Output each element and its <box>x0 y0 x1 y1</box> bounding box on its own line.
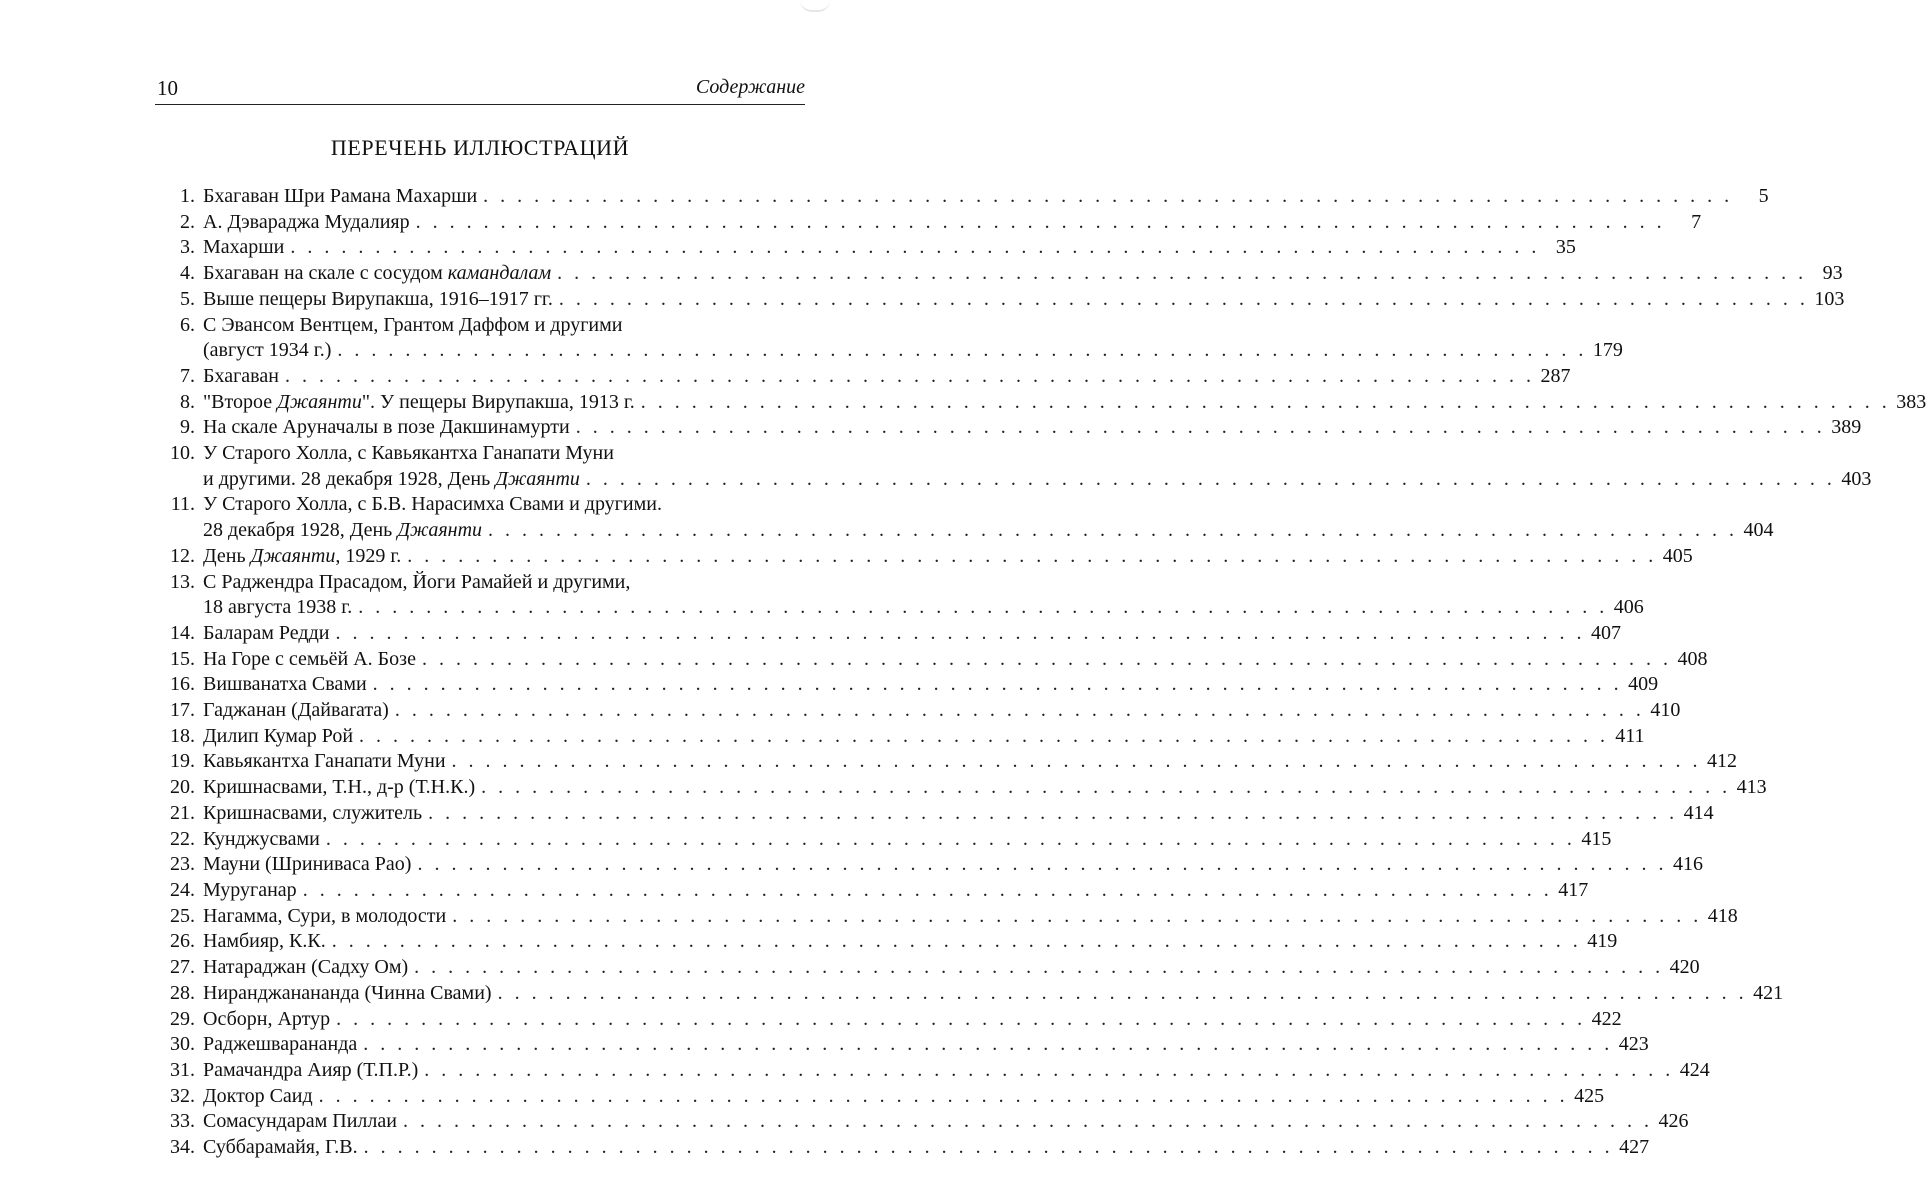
item-body <box>203 981 1783 1007</box>
item-title-text: Бхагаван <box>203 364 279 387</box>
item-number: 34. <box>170 1136 195 1159</box>
item-title-text: Суббарамайя, Г.В. <box>203 1136 358 1159</box>
item-page-number: 103 <box>1814 287 1845 310</box>
dot-leader <box>452 749 1702 775</box>
item-title-text: , 1929 г. <box>335 544 402 567</box>
item-body <box>203 210 1701 236</box>
dot-leader <box>483 184 1733 210</box>
item-title <box>203 390 635 416</box>
item-title-text: Осборн, Артур <box>203 1007 331 1030</box>
list-item <box>155 1032 1649 1058</box>
item-title-text: и другими. 28 декабря 1928, День <box>203 467 496 490</box>
item-title <box>203 929 326 955</box>
item-title <box>203 647 416 673</box>
list-item <box>155 1109 1689 1135</box>
dot-leader <box>337 338 1587 364</box>
item-row <box>203 415 1861 441</box>
item-title-text: Баларам Редди <box>203 621 330 644</box>
list-item <box>155 698 1681 724</box>
item-page-number: 417 <box>1558 878 1589 901</box>
item-row <box>203 775 1767 801</box>
item-title <box>203 415 570 441</box>
item-title-text: Кришнасвами, служитель <box>203 801 423 824</box>
item-title-text: Махарши <box>203 236 285 259</box>
item-row <box>203 338 1623 364</box>
item-page-number: 423 <box>1618 1033 1649 1056</box>
item-title <box>203 235 284 261</box>
list-item <box>155 492 1774 543</box>
item-title-text: Раджешварананда <box>203 1033 358 1056</box>
item-number: 14. <box>170 621 195 644</box>
item-row <box>203 261 1843 287</box>
item-body <box>203 775 1767 801</box>
item-row <box>203 981 1783 1007</box>
item-title <box>203 724 353 750</box>
dot-leader <box>498 981 1748 1007</box>
item-title <box>203 672 367 698</box>
item-number: 28. <box>170 981 195 1004</box>
item-title <box>203 1109 397 1135</box>
dot-leader <box>336 1007 1586 1033</box>
dot-leader <box>363 1032 1613 1058</box>
item-title <box>203 1032 357 1058</box>
item-title-text: Сомасундарам Пиллаи <box>203 1110 397 1133</box>
dot-leader <box>422 647 1672 673</box>
item-number: 9. <box>180 416 195 439</box>
dot-leader <box>332 929 1582 955</box>
item-number: 17. <box>170 699 195 722</box>
item-body <box>203 827 1611 853</box>
item-row <box>203 1135 1649 1161</box>
item-title-italic: Джаянти <box>397 519 483 542</box>
item-row <box>203 878 1588 904</box>
list-item <box>155 1058 1710 1084</box>
dot-leader <box>335 621 1585 647</box>
item-title <box>203 801 422 827</box>
item-title <box>203 827 320 853</box>
item-title <box>203 775 475 801</box>
item-page-number: 287 <box>1540 364 1571 387</box>
list-item <box>155 184 1769 210</box>
list-item <box>155 287 1845 313</box>
item-page-number: 421 <box>1753 981 1784 1004</box>
item-page-number: 409 <box>1628 673 1659 696</box>
item-body <box>203 724 1645 750</box>
item-row <box>203 467 1871 493</box>
item-title <box>203 467 580 493</box>
item-number: 2. <box>180 210 195 233</box>
dot-leader <box>557 261 1807 287</box>
item-body <box>203 390 1926 416</box>
item-row <box>203 595 1644 621</box>
item-title-text: Намбияр, К.К. <box>203 930 326 953</box>
dot-leader <box>424 1058 1674 1084</box>
item-row <box>203 1007 1622 1033</box>
item-body <box>203 235 1576 261</box>
item-title-text: Ниранджанананда (Чинна Свами) <box>203 981 492 1004</box>
list-item <box>155 852 1703 878</box>
item-title-text: Кришнасвами, Т.Н., д-р (Т.Н.К.) <box>203 776 476 799</box>
item-number: 21. <box>170 801 195 824</box>
dot-leader <box>364 1135 1614 1161</box>
item-page-number: 404 <box>1743 519 1774 542</box>
item-number: 3. <box>180 236 195 259</box>
list-item <box>155 775 1767 801</box>
list-item <box>155 929 1618 955</box>
list-item <box>155 313 1623 364</box>
list-item <box>155 672 1659 698</box>
item-number: 12. <box>170 544 195 567</box>
item-title-text: Кунджусвами <box>203 827 320 850</box>
item-row <box>203 955 1700 981</box>
item-body <box>203 184 1769 210</box>
item-title-italic: Джаянти <box>495 467 580 490</box>
item-title <box>203 1084 313 1110</box>
item-row <box>203 390 1926 416</box>
item-title-line: С Эвансом Вентцем, Грантом Даффом и другими <box>203 313 623 336</box>
item-page-number: 422 <box>1591 1007 1622 1030</box>
item-row <box>203 904 1738 930</box>
item-title-italic: Джаянти <box>250 544 336 567</box>
item-title <box>203 904 446 930</box>
list-item <box>155 1084 1605 1110</box>
dot-leader <box>452 904 1702 930</box>
item-title-text: (август 1934 г.) <box>203 339 332 362</box>
item-body <box>203 441 1871 492</box>
item-row <box>203 827 1611 853</box>
dot-leader <box>481 775 1731 801</box>
list-item <box>155 904 1738 930</box>
item-number: 30. <box>170 1033 195 1056</box>
item-row <box>203 1058 1710 1084</box>
item-row <box>203 210 1701 236</box>
dot-leader <box>326 827 1576 853</box>
item-number: 31. <box>170 1058 195 1081</box>
dot-leader <box>319 1084 1569 1110</box>
item-title <box>203 852 411 878</box>
item-body <box>203 1109 1688 1135</box>
item-row <box>203 647 1707 673</box>
list-item <box>155 364 1571 390</box>
item-title-line: У Старого Холла, с Кавьякантха Ганапати Муни <box>203 442 614 465</box>
section-heading: ПЕРЕЧЕНЬ ИЛЛЮСТРАЦИЙ <box>330 135 630 160</box>
dot-leader <box>417 852 1667 878</box>
item-number: 8. <box>180 390 195 413</box>
page-number: 10 <box>157 76 178 100</box>
page-corner-mark <box>800 0 830 12</box>
item-row <box>203 698 1680 724</box>
running-title: Содержание <box>695 76 805 98</box>
item-body <box>203 878 1588 904</box>
item-body <box>203 647 1707 673</box>
item-title-text: Мауни (Шринивасa Рао) <box>203 853 412 876</box>
item-page-number: 413 <box>1736 776 1767 799</box>
dot-leader <box>290 235 1540 261</box>
running-header <box>155 76 805 105</box>
item-title <box>203 287 553 313</box>
item-title <box>203 1135 358 1161</box>
item-page-number: 5 <box>1758 185 1769 207</box>
dot-leader <box>359 724 1609 750</box>
dot-leader <box>641 390 1891 416</box>
illustrations-list <box>155 184 1926 1161</box>
dot-leader <box>576 415 1826 441</box>
dot-leader <box>285 364 1535 390</box>
item-body <box>203 492 1774 543</box>
item-page-number: 403 <box>1841 467 1872 490</box>
item-page-number: 424 <box>1679 1058 1710 1081</box>
item-body <box>203 313 1623 364</box>
item-page-number: 420 <box>1669 956 1700 979</box>
item-row <box>203 544 1693 570</box>
item-title-text: Бхагаван на скале с сосудом <box>203 262 448 285</box>
item-title-text: Нагамма, Сури, в молодости <box>203 904 447 927</box>
item-body <box>203 852 1703 878</box>
item-page-number: 414 <box>1683 801 1714 824</box>
item-title-text: ". У пещеры Вирупакша, 1913 г. <box>361 390 635 413</box>
item-body <box>203 698 1680 724</box>
item-body <box>203 1007 1622 1033</box>
list-item <box>155 235 1576 261</box>
list-item <box>155 415 1862 441</box>
item-number: 16. <box>170 673 195 696</box>
item-title <box>203 544 401 570</box>
item-row <box>203 1109 1688 1135</box>
item-body <box>203 749 1737 775</box>
item-body <box>203 955 1700 981</box>
list-item <box>155 1007 1622 1033</box>
item-page-number: 35 <box>1555 236 1576 259</box>
item-number: 22. <box>170 827 195 850</box>
item-page-number: 411 <box>1615 724 1645 747</box>
item-number: 20. <box>170 776 195 799</box>
item-body <box>203 415 1861 441</box>
item-body <box>203 801 1714 827</box>
item-title <box>203 981 492 1007</box>
item-page-number: 418 <box>1707 904 1738 927</box>
item-number: 6. <box>180 313 195 336</box>
item-page-number: 419 <box>1587 930 1618 953</box>
item-page-number: 426 <box>1658 1110 1689 1133</box>
item-number: 11. <box>170 493 195 516</box>
list-item <box>155 544 1693 570</box>
item-title-italic: камандалам <box>447 262 552 285</box>
list-item <box>155 981 1784 1007</box>
item-page-number: 407 <box>1590 621 1621 644</box>
item-page-number: 410 <box>1650 699 1681 722</box>
item-body <box>203 287 1844 313</box>
list-item <box>155 647 1708 673</box>
item-body <box>203 904 1738 930</box>
item-number: 24. <box>170 878 195 901</box>
item-body <box>203 1032 1649 1058</box>
item-number: 5. <box>180 287 195 310</box>
dot-leader <box>559 287 1809 313</box>
list-item <box>155 955 1700 981</box>
item-title-line: У Старого Холла, с Б.В. Нарасимха Свами и другими. <box>203 493 662 516</box>
item-page-number: 425 <box>1574 1084 1605 1107</box>
item-title-text: 28 декабря 1928, День <box>203 519 398 542</box>
item-row <box>203 287 1844 313</box>
item-row <box>203 749 1737 775</box>
item-page-number: 412 <box>1707 750 1738 773</box>
item-page-number: 406 <box>1613 596 1644 619</box>
item-row <box>203 1084 1604 1110</box>
list-item <box>155 749 1738 775</box>
item-title-italic: Джаянти <box>277 390 362 413</box>
item-row <box>203 1032 1649 1058</box>
list-item <box>155 390 1926 416</box>
item-number: 7. <box>180 364 195 387</box>
item-title-text: Муруганар <box>203 878 297 901</box>
item-title-text: "Второе <box>203 390 278 413</box>
item-title <box>203 210 410 236</box>
item-title <box>203 878 297 904</box>
item-row <box>203 672 1658 698</box>
item-body <box>203 1135 1649 1161</box>
list-item <box>155 261 1843 287</box>
item-title <box>203 518 482 544</box>
item-title-text: Гаджанан (Дайвarата) <box>203 699 389 722</box>
item-body <box>203 544 1693 570</box>
dot-leader <box>586 467 1836 493</box>
item-title-text: Натараджан (Садху Ом) <box>203 956 409 979</box>
item-number: 26. <box>170 930 195 953</box>
item-body <box>203 621 1621 647</box>
item-number: 27. <box>170 956 195 979</box>
item-number: 1. <box>180 185 195 207</box>
item-title-text: Вишванатха Свами <box>203 673 367 696</box>
item-title <box>203 184 477 210</box>
item-title <box>203 1007 330 1033</box>
item-title-text: На Горе с семьёй А. Бозе <box>203 647 416 670</box>
list-item <box>155 878 1589 904</box>
item-number: 18. <box>170 724 195 747</box>
item-title <box>203 749 446 775</box>
item-title-text: 18 августа 1938 г. <box>203 596 353 619</box>
item-number: 32. <box>170 1084 195 1107</box>
list-item <box>155 724 1645 750</box>
item-title-text: Кавьякантха Ганапати Муни <box>203 750 446 773</box>
item-row <box>203 929 1617 955</box>
item-title-text: На скале Аруначалы в позе Дакшинамурти <box>203 416 570 439</box>
item-number: 10. <box>170 442 195 465</box>
item-title <box>203 261 551 287</box>
item-title-text: Бхагаван Шри Рамана Махарши <box>203 185 478 207</box>
item-number: 33. <box>170 1110 195 1133</box>
list-item <box>155 801 1714 827</box>
item-number: 13. <box>170 570 195 593</box>
item-title-text: Рамачандра Аияр (Т.П.Р.) <box>203 1058 419 1081</box>
list-item <box>155 441 1872 492</box>
item-row <box>203 235 1576 261</box>
list-item <box>155 210 1702 236</box>
item-title <box>203 595 352 621</box>
item-number: 19. <box>170 750 195 773</box>
item-number: 23. <box>170 853 195 876</box>
item-body <box>203 672 1658 698</box>
item-page-number: 7 <box>1691 210 1702 233</box>
item-number: 29. <box>170 1007 195 1030</box>
dot-leader <box>358 595 1608 621</box>
item-body <box>203 929 1617 955</box>
item-row <box>203 621 1621 647</box>
item-page-number: 408 <box>1677 647 1708 670</box>
dot-leader <box>403 1109 1653 1135</box>
list-item <box>155 827 1612 853</box>
item-row <box>203 518 1774 544</box>
item-page-number: 389 <box>1831 416 1862 439</box>
dot-leader <box>488 518 1738 544</box>
dot-leader <box>416 210 1666 236</box>
list-item <box>155 570 1644 621</box>
item-number: 25. <box>170 904 195 927</box>
item-page-number: 93 <box>1822 262 1843 285</box>
item-title <box>203 1058 418 1084</box>
item-title-line: С Раджендра Прасадом, Йоги Рамайей и другими, <box>203 570 631 593</box>
item-number: 15. <box>170 647 195 670</box>
dot-leader <box>395 698 1645 724</box>
item-row <box>203 724 1645 750</box>
item-page-number: 383 <box>1896 390 1926 413</box>
item-title-text: Дилип Кумар Рой <box>203 724 354 747</box>
item-title <box>203 338 331 364</box>
item-body <box>203 261 1843 287</box>
item-body <box>203 570 1644 621</box>
item-title <box>203 364 279 390</box>
item-row <box>203 184 1769 210</box>
dot-leader <box>303 878 1553 904</box>
list-item <box>155 621 1621 647</box>
item-body <box>203 1058 1710 1084</box>
item-title-text: А. Дэвараджа Мудалияр <box>203 210 410 233</box>
item-number: 4. <box>180 262 195 285</box>
item-title <box>203 621 329 647</box>
item-title-text: Выше пещеры Вирупакша, 1916–1917 гг. <box>203 287 553 310</box>
item-page-number: 416 <box>1672 853 1703 876</box>
item-body <box>203 1084 1604 1110</box>
item-page-number: 415 <box>1581 827 1612 850</box>
item-title <box>203 955 408 981</box>
item-row <box>203 801 1714 827</box>
item-title-text: Доктор Саид <box>203 1084 313 1107</box>
dot-leader <box>414 955 1664 981</box>
list-item <box>155 1135 1650 1161</box>
item-row <box>203 852 1703 878</box>
dot-leader <box>428 801 1678 827</box>
item-page-number: 427 <box>1619 1136 1650 1159</box>
item-page-number: 405 <box>1662 544 1693 567</box>
item-title <box>203 698 389 724</box>
item-row <box>203 364 1570 390</box>
item-page-number: 179 <box>1592 339 1623 362</box>
item-body <box>203 364 1570 390</box>
dot-leader <box>373 672 1623 698</box>
dot-leader <box>407 544 1657 570</box>
item-title-text: День <box>203 544 251 567</box>
